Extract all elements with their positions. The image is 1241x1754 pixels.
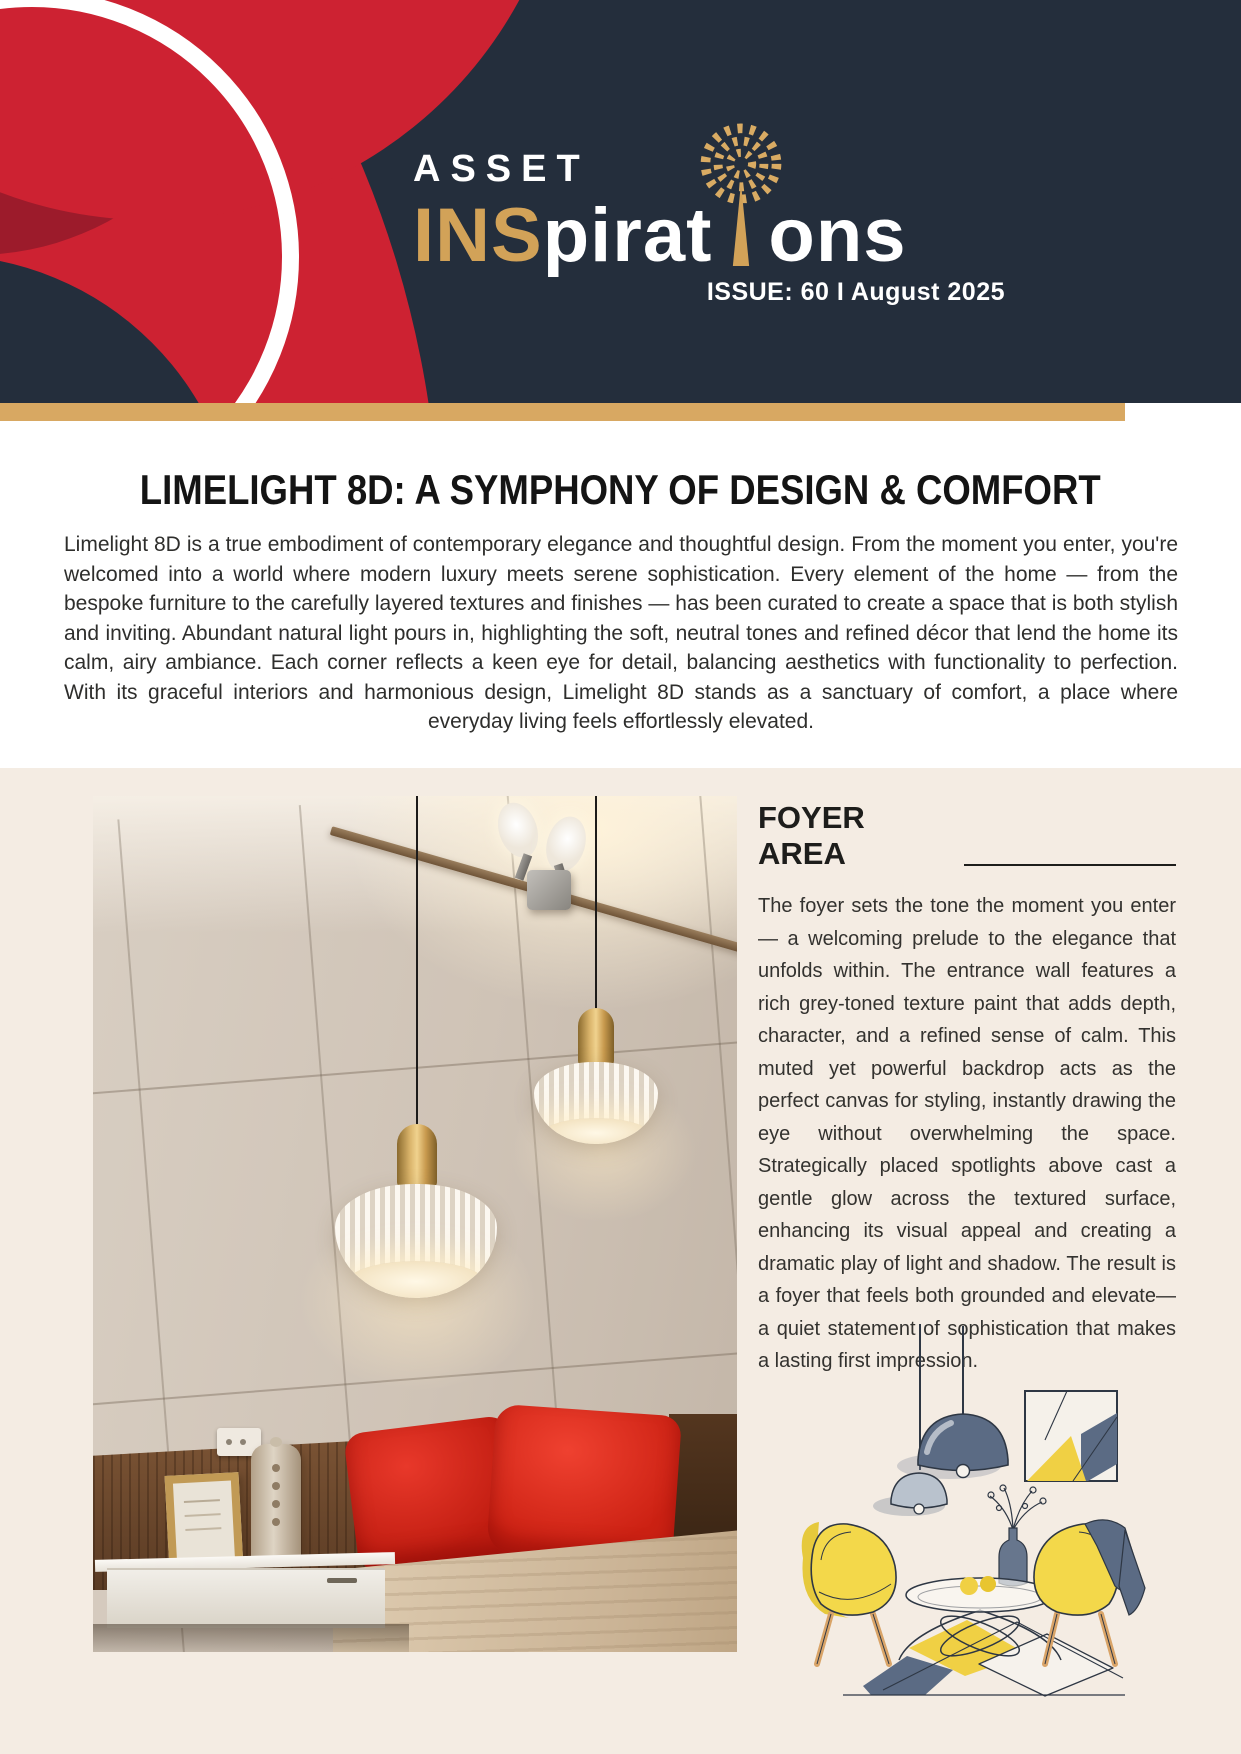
pendant-cord [595, 796, 597, 1012]
foyer-column [758, 800, 1176, 1378]
wall-art-illustration [1025, 1391, 1117, 1481]
living-room-illustration [755, 1318, 1175, 1710]
article-title [0, 466, 1241, 514]
foyer-paragraph: The foyer sets the tone the moment you enter — a welcoming prelude to the elegance that unfolds within. The entrance wall features a rich grey-toned texture paint that adds depth, character, and a refined sense of calm. This muted yet powerful backdrop acts as the perfect canvas for styling, instantly drawing the eye without overwhelming the space. Strategically placed spotlights above cast a gentle glow across the textured surface, enhancing its visual appeal and creating a dramatic play of light and shadow. The result is a foyer that feels both grounded and elevate— a quiet statement of sophistication that makes a lasting first impression. [758, 895, 1176, 1372]
pendant-ribbed-shade [534, 1062, 658, 1144]
pendant-lamps-illustration [873, 1324, 1008, 1516]
tree-icon [712, 185, 768, 261]
brand-ons: ons [768, 193, 907, 278]
sconce-shade [491, 797, 544, 862]
pendant-cord [416, 796, 418, 1130]
article-title-text: LIMELIGHT 8D: A SYMPHONY OF DESIGN & COMFORT [140, 466, 1101, 513]
foyer-heading-row [758, 800, 1176, 872]
yellow-chair-left [802, 1522, 896, 1664]
pendant-brass-cap [578, 1008, 614, 1066]
masthead [0, 0, 1241, 403]
brand-logo [413, 148, 1005, 307]
table-top-illustration [906, 1576, 1054, 1612]
brand-pirat: pirat [542, 193, 713, 278]
brand-inspirations-label [413, 185, 1005, 276]
nightstand-shadow [93, 1624, 409, 1652]
sconce-shade [540, 812, 592, 876]
issue-line: ISSUE: 60 I August 2025 [706, 277, 1005, 306]
heading-rule [964, 864, 1176, 866]
brand-ins: INS [413, 193, 543, 278]
foyer-heading: FOYER AREA [758, 800, 865, 871]
article-intro-paragraph: Limelight 8D is a true embodiment of contemporary elegance and thoughtful design. From the moment you enter, you're welcomed into a world where modern luxury meets serene sophistication. Every element of the home — from the bespoke furniture to the carefully layered textures and finishes — has been curated to create a space that is both stylish and inviting. Abundant natural light pours in, highlighting the soft, neutral tones and refined décor that lend the home its calm, airy ambiance. Each corner reflects a keen eye for detail, balancing aesthetics with functionality to perfection. With its graceful interiors and harmonious design, Limelight 8D stands as a sanctuary of comfort, a place where everyday living feels effortlessly elevated. [64, 533, 1178, 733]
yellow-chair-right [1034, 1520, 1145, 1664]
bedroom-photo [93, 796, 737, 1652]
wall-sconce-lamp [495, 802, 595, 906]
nightstand-drawer [107, 1568, 385, 1628]
ceramic-jar [251, 1444, 301, 1566]
brand-asset-label: ASSET [413, 148, 590, 190]
sconce-base [527, 870, 571, 910]
pendant-ribbed-shade [335, 1184, 497, 1298]
gold-divider-bar [0, 403, 1125, 421]
pendant-brass-cap [397, 1124, 437, 1188]
